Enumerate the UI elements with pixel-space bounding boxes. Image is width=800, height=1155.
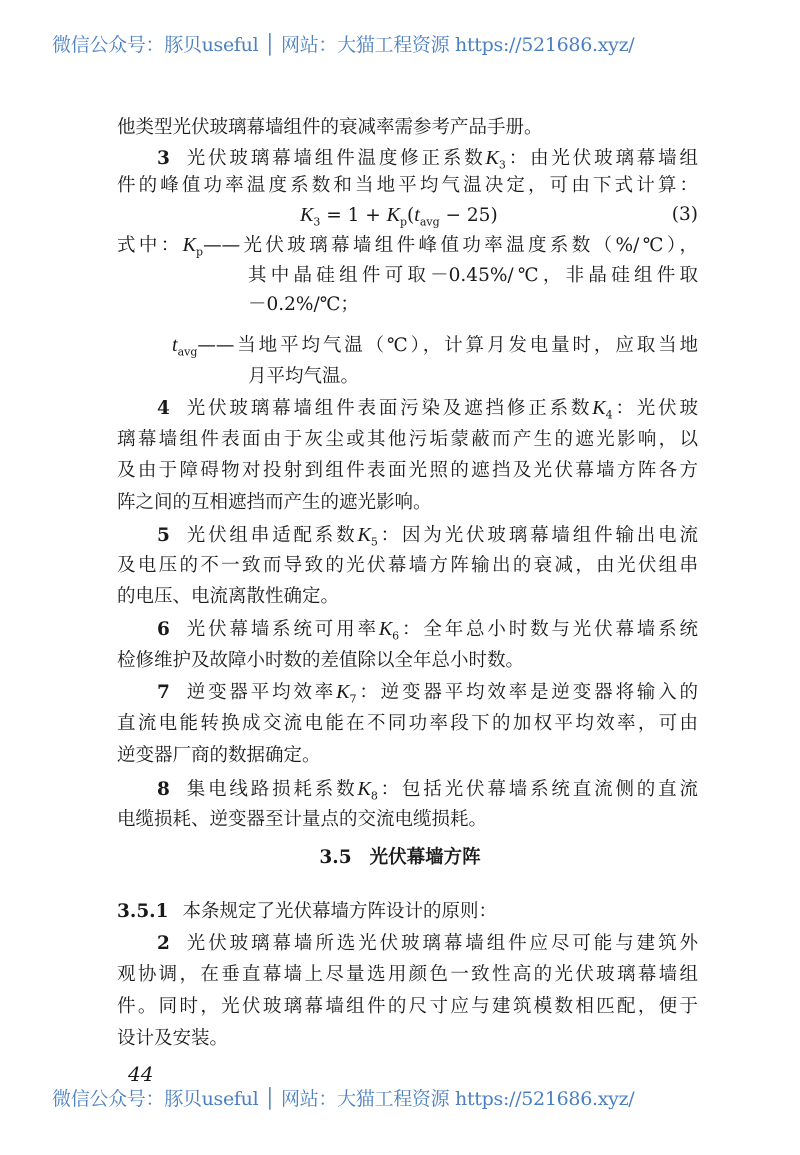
text-line: －0.2%/℃； — [248, 294, 359, 315]
text-line: 6 光伏幕墙系统可用率$K_6$：全年总小时数与光伏幕墙系统 — [157, 618, 698, 643]
text-line: 直流电能转换成交流电能在不同功率段下的加权平均效率，可由 — [117, 713, 698, 734]
text-line: 阵之间的互相遮挡而产生的遮光影响。 — [117, 492, 432, 513]
text-line: 件的峰值功率温度系数和当地平均气温决定，可由下式计算： — [117, 175, 698, 196]
text-line: 月平均气温。 — [248, 366, 360, 387]
text-line: 3.5.1 本条规定了光伏幕墙方阵设计的原则： — [117, 901, 498, 922]
text-line: 他类型光伏玻璃幕墙组件的衰减率需参考产品手册。 — [117, 117, 543, 138]
formula: $K_3 = 1 + K_p(t_{avg} - 25)$ (3) — [300, 200, 698, 230]
text-line: 璃幕墙组件表面由于灰尘或其他污垢蒙蔽而产生的遮光影响，以 — [117, 429, 698, 450]
text-line: 5 光伏组串适配系数$K_5$：因为光伏玻璃幕墙组件输出电流 — [157, 524, 698, 549]
text-line: 检修维护及故障小时数的差值除以全年总小时数。 — [117, 650, 525, 671]
text-line: 的电压、电流离散性确定。 — [117, 586, 340, 607]
watermark-bottom: 微信公众号：豚贝useful │ 网站：大猫工程资源 https://521686.xyz/ — [52, 1088, 635, 1110]
text-line: 及由于障碍物对投射到组件表面光照的遮挡及光伏幕墙方阵各方 — [117, 460, 698, 481]
text-line: 8 集电线路损耗系数$K_8$：包括光伏幕墙系统直流侧的直流 — [157, 778, 698, 803]
text-line: 电缆损耗、逆变器至计量点的交流电缆损耗。 — [117, 809, 488, 830]
text-line: 3 光伏玻璃幕墙组件温度修正系数$K_3$：由光伏玻璃幕墙组 — [157, 147, 698, 172]
page-number: 44 — [128, 1062, 154, 1086]
text-line: 逆变器厂商的数据确定。 — [117, 745, 321, 766]
text-line: 观协调，在垂直幕墙上尽量选用颜色一致性高的光伏玻璃幕墙组 — [117, 964, 698, 985]
text-line: $t_{avg}——$当地平均气温（℃），计算月发电量时，应取当地 — [172, 334, 698, 359]
text-line: 件。同时，光伏玻璃幕墙组件的尺寸应与建筑模数相匹配，便于 — [117, 996, 698, 1017]
equation-number: (3) — [671, 204, 698, 225]
text-line: 式中：$K_p——$光伏玻璃幕墙组件峰值功率温度系数（%/℃）， — [117, 234, 698, 259]
text-line: 其中晶硅组件可取－0.45%/℃，非晶硅组件取 — [248, 265, 698, 286]
text-line: 4 光伏玻璃幕墙组件表面污染及遮挡修正系数$K_4$：光伏玻 — [157, 397, 698, 422]
text-line: 7 逆变器平均效率$K_7$：逆变器平均效率是逆变器将输入的 — [157, 681, 698, 706]
section-heading: 3.5 光伏幕墙方阵 — [319, 847, 481, 868]
text-line: 及电压的不一致而导致的光伏幕墙方阵输出的衰减，由光伏组串 — [117, 555, 698, 576]
text-line: 设计及安装。 — [117, 1028, 229, 1049]
text-line: 2 光伏玻璃幕墙所选光伏玻璃幕墙组件应尽可能与建筑外 — [157, 933, 698, 954]
watermark-top: 微信公众号：豚贝useful │ 网站：大猫工程资源 https://521686.xyz/ — [52, 34, 635, 56]
